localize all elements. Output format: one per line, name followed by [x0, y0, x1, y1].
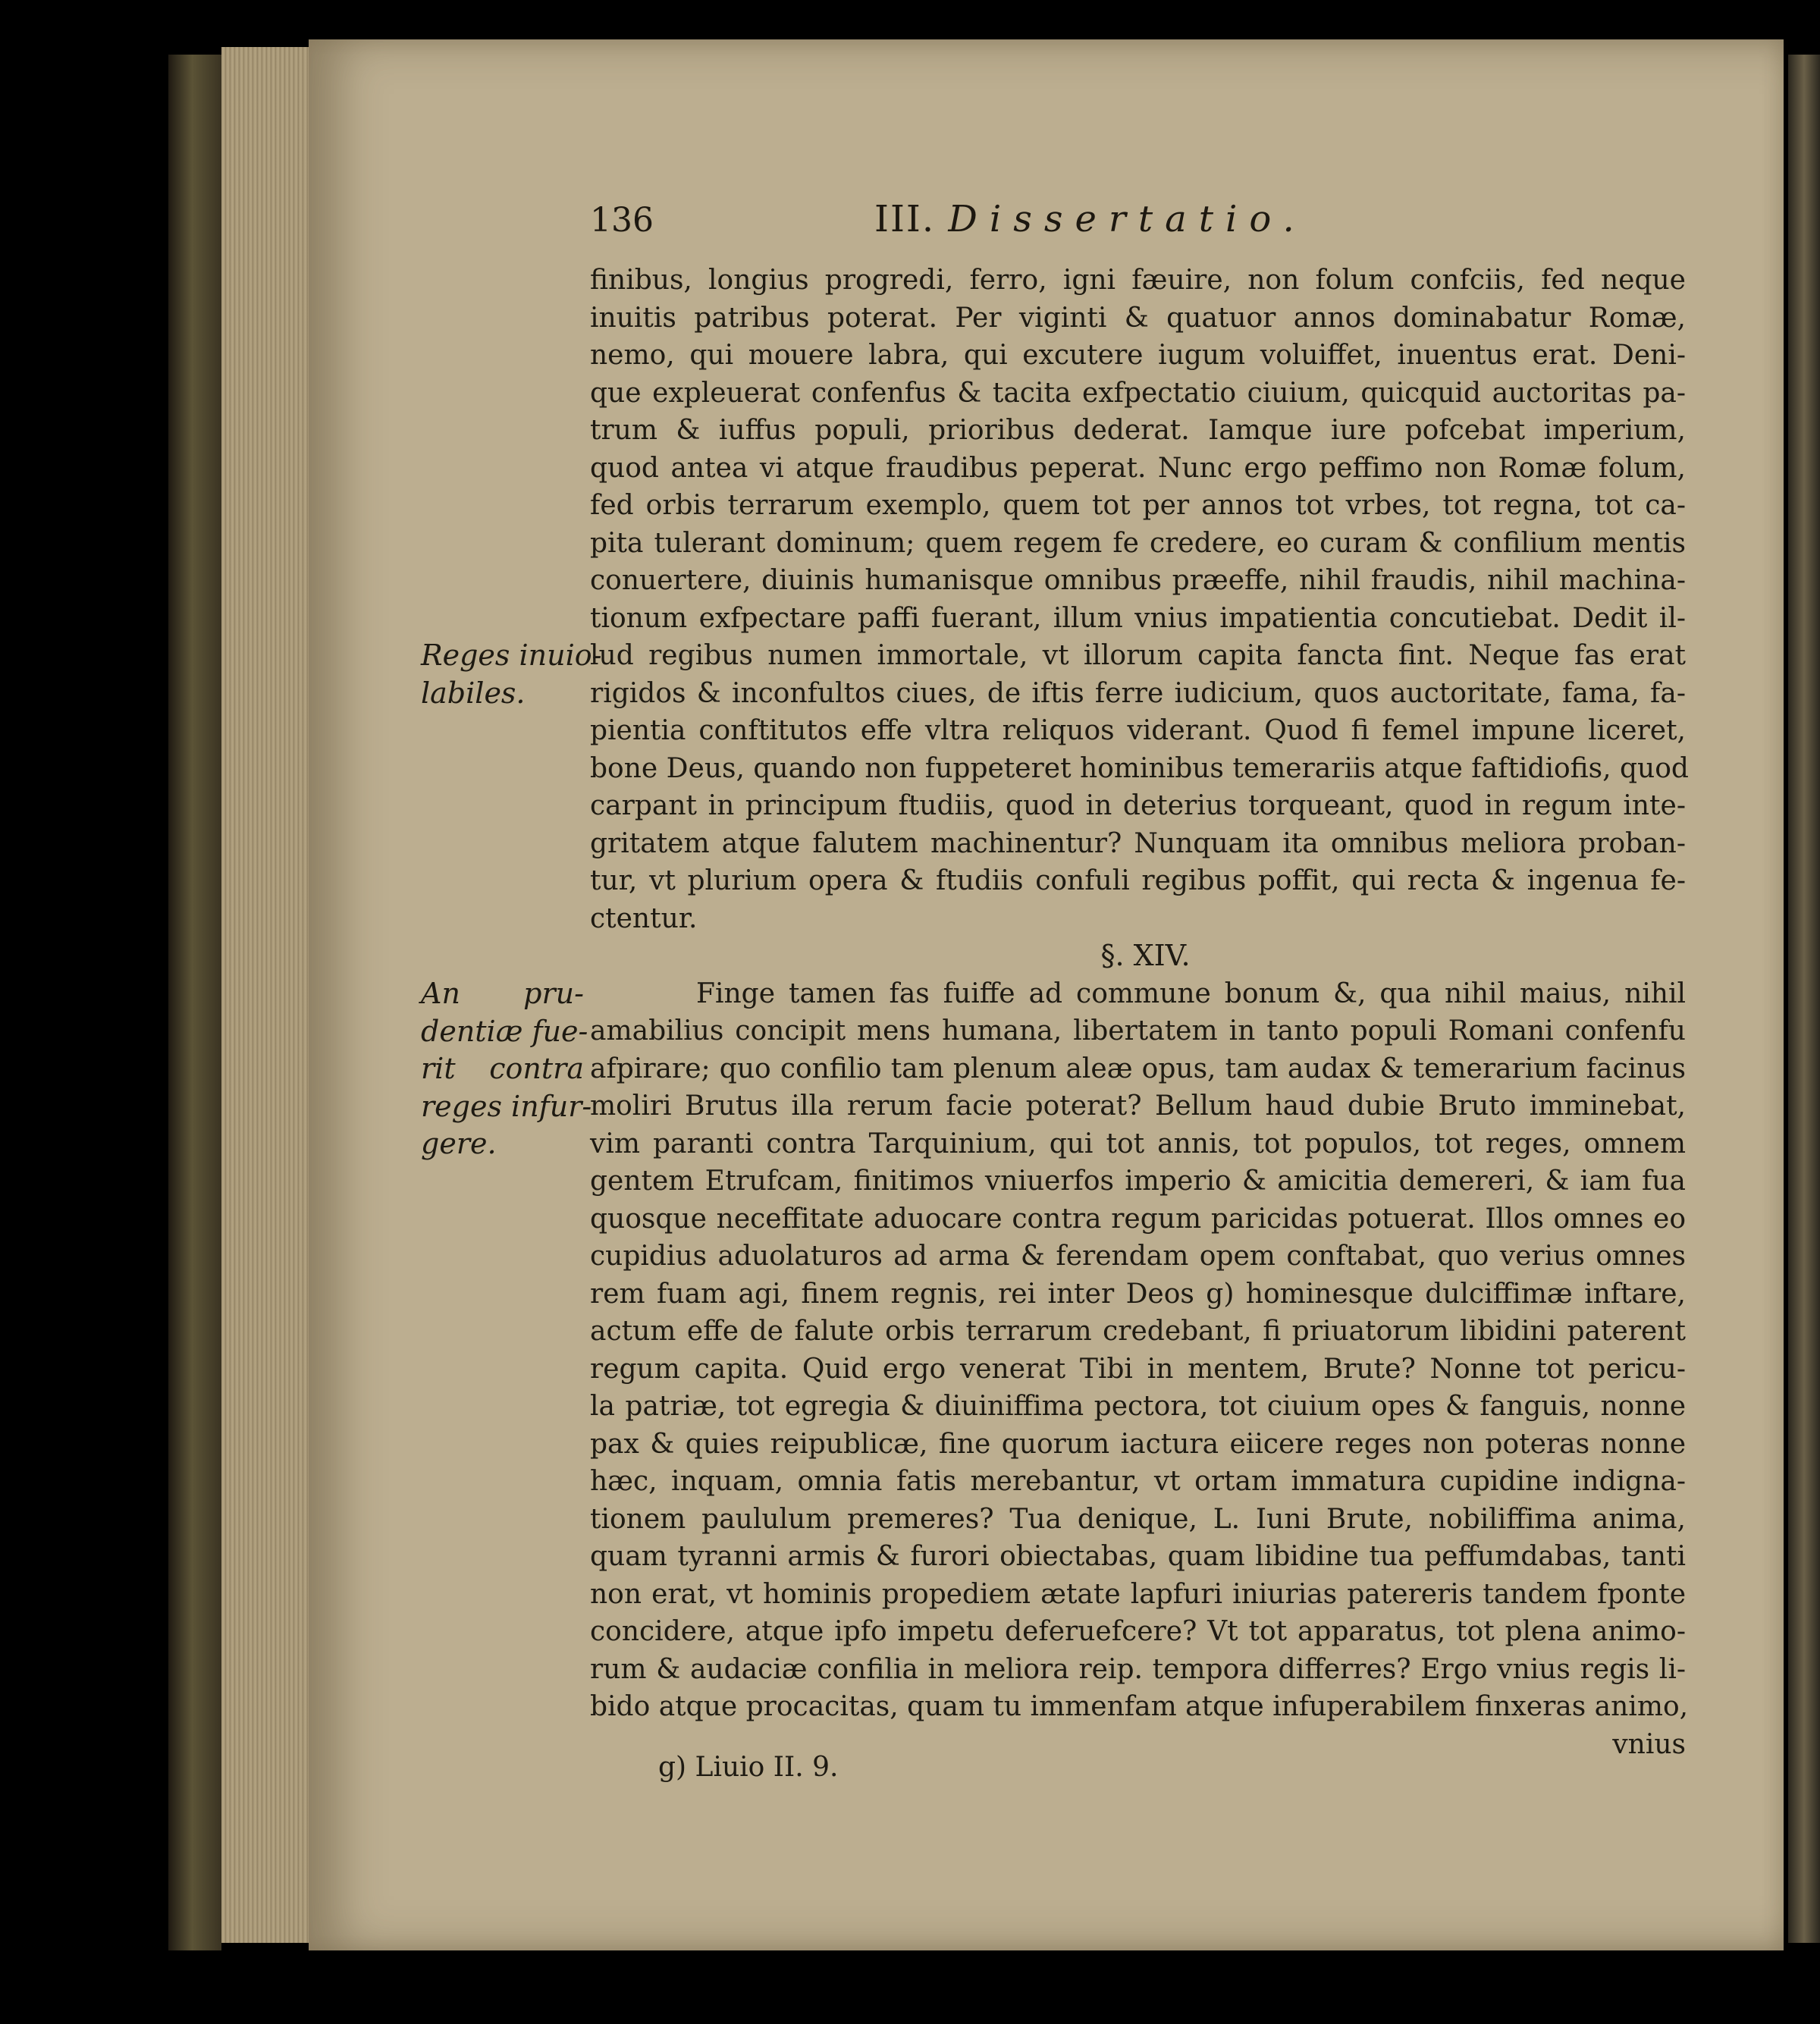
- text-line: bido atque procacitas, quam tu immenfam atque infuperabilem finxeras animo,: [590, 1691, 1689, 1722]
- marginal-line: reges infur-: [421, 1089, 592, 1123]
- text-line: actum effe de falute orbis terrarum credebant, fi priuatorum libidini paterent: [590, 1316, 1686, 1347]
- marginal-line: gere.: [421, 1127, 497, 1160]
- catchword: vnius: [1612, 1728, 1686, 1760]
- text-line: vim paranti contra Tarquinium, qui tot annis, tot populos, tot reges, omnem: [590, 1128, 1686, 1159]
- text-line: que expleuerat confenfus & tacita exfpectatio ciuium, quicquid auctoritas pa-: [590, 377, 1686, 409]
- text-line: regum capita. Quid ergo venerat Tibi in mentem, Brute? Nonne tot pericu-: [590, 1353, 1686, 1385]
- text-line: rem fuam agi, finem regnis, rei inter Deos g) hominesque dulciffimæ inftare,: [590, 1278, 1686, 1310]
- text-line: fed orbis terrarum exemplo, quem tot per annos tot vrbes, tot regna, tot ca-: [590, 490, 1686, 521]
- book-spine: [168, 55, 221, 1950]
- text-line: lud regibus numen immortale, vt illorum capita fancta fint. Neque fas erat: [590, 640, 1686, 671]
- text-line: Finge tamen fas fuiffe ad commune bonum &, qua nihil maius, nihil: [696, 977, 1686, 1009]
- running-title: [874, 198, 1307, 240]
- text-line: trum & iuffus populi, prioribus dederat. Iamque iure pofcebat imperium,: [590, 415, 1686, 446]
- text-line: pita tulerant dominum; quem regem fe credere, eo curam & confilium mentis: [590, 527, 1686, 559]
- text-line: amabilius concipit mens humana, libertatem in tanto populi Romani confenfu: [590, 1015, 1686, 1047]
- text-line: conuertere, diuinis humanisque omnibus præeffe, nihil fraudis, nihil machina-: [590, 565, 1686, 596]
- text-line: hæc, inquam, omnia fatis merebantur, vt ortam immatura cupidine indigna-: [590, 1466, 1686, 1497]
- text-line: quosque neceffitate aduocare contra regum paricidas potuerat. Illos omnes eo: [590, 1203, 1686, 1235]
- text-line: concidere, atque ipfo impetu deferuefcere? Vt tot apparatus, tot plena animo-: [590, 1616, 1686, 1647]
- marginal-note-prudentiae: [421, 975, 592, 1163]
- text-line: finibus, longius progredi, ferro, igni fæuire, non folum confciis, fed neque: [590, 265, 1686, 296]
- text-line: tionem paululum premeres? Tua denique, L. Iuni Brute, nobiliffima anima,: [590, 1503, 1686, 1535]
- main-text: [590, 262, 1689, 1763]
- running-title-text: Dissertatio.: [948, 198, 1307, 240]
- page-edges: [221, 47, 312, 1943]
- marginal-line: labiles.: [421, 676, 526, 710]
- marginal-line: An pru-: [421, 977, 584, 1010]
- text-line: la patriæ, tot egregia & diuiniffima pectora, tot ciuium opes & fanguis, nonne: [590, 1391, 1686, 1422]
- text-line: gritatem atque falutem machinentur? Nunquam ita omnibus meliora proban-: [590, 827, 1686, 859]
- text-line: tur, vt plurium opera & ftudiis confuli regibus poffit, qui recta & ingenua fe-: [590, 865, 1686, 896]
- marginal-note-reges: [421, 637, 602, 712]
- text-line: rum & audaciæ confilia in meliora reip. tempora differres? Ergo vnius regis li-: [590, 1653, 1686, 1685]
- text-line: quam tyranni armis & furori obiectabas, quam libidine tua peffumdabas, tanti: [590, 1541, 1686, 1572]
- text-line: gentem Etrufcam, finitimos vniuerfos imperio & amicitia demereri, & iam fua: [590, 1166, 1686, 1197]
- page-number: 136: [590, 201, 654, 240]
- marginal-line: dentiæ fue-: [421, 1014, 588, 1048]
- marginal-line: rit contra: [421, 1052, 584, 1085]
- text-line: cupidius aduolaturos ad arma & ferendam opem conftabat, quo verius omnes: [590, 1241, 1686, 1272]
- text-line: pax & quies reipublicæ, fine quorum iactura eiicere reges non poteras nonne: [590, 1428, 1686, 1460]
- running-title-part: III.: [874, 198, 936, 240]
- text-line: non erat, vt hominis propediem ætate lapfuri iniurias patereris tandem fponte: [590, 1578, 1686, 1610]
- text-line: quod antea vi atque fraudibus peperat. Nunc ergo peffimo non Romæ folum,: [590, 452, 1686, 484]
- text-line: pientia conftitutos effe vltra reliquos viderant. Quod fi femel impune liceret,: [590, 715, 1686, 746]
- running-header: [590, 198, 1424, 246]
- text-line: moliri Brutus illa rerum facie poterat? Bellum haud dubie Bruto imminebat,: [590, 1090, 1686, 1122]
- text-line: ctentur.: [590, 902, 698, 934]
- text-line: afpirare; quo confilio tam plenum aleæ opus, tam audax & temerarium facinus: [590, 1053, 1686, 1084]
- text-line: carpant in principum ftudiis, quod in deterius torqueant, quod in regum inte-: [590, 790, 1686, 821]
- marginal-line: Reges inuio-: [421, 639, 602, 672]
- text-line: tionum exfpectare paffi fuerant, illum vnius impatientia concutiebat. Dedit il-: [590, 602, 1686, 634]
- text-line: nemo, qui mouere labra, qui excutere iugum voluiffet, inuentus erat. Deni-: [590, 340, 1686, 371]
- text-line: bone Deus, quando non fuppeteret hominibus temerariis atque faftidiofis, quod: [590, 752, 1689, 784]
- section-heading: §. XIV.: [1100, 939, 1191, 972]
- facing-page-edge: [1788, 55, 1820, 1943]
- text-line: inuitis patribus poterat. Per viginti & quatuor annos dominabatur Romæ,: [590, 302, 1686, 334]
- text-line: rigidos & inconfultos ciues, de iftis ferre iudicium, quos auctoritate, fama, fa-: [590, 677, 1686, 709]
- footnote: g) Liuio II. 9.: [658, 1752, 839, 1783]
